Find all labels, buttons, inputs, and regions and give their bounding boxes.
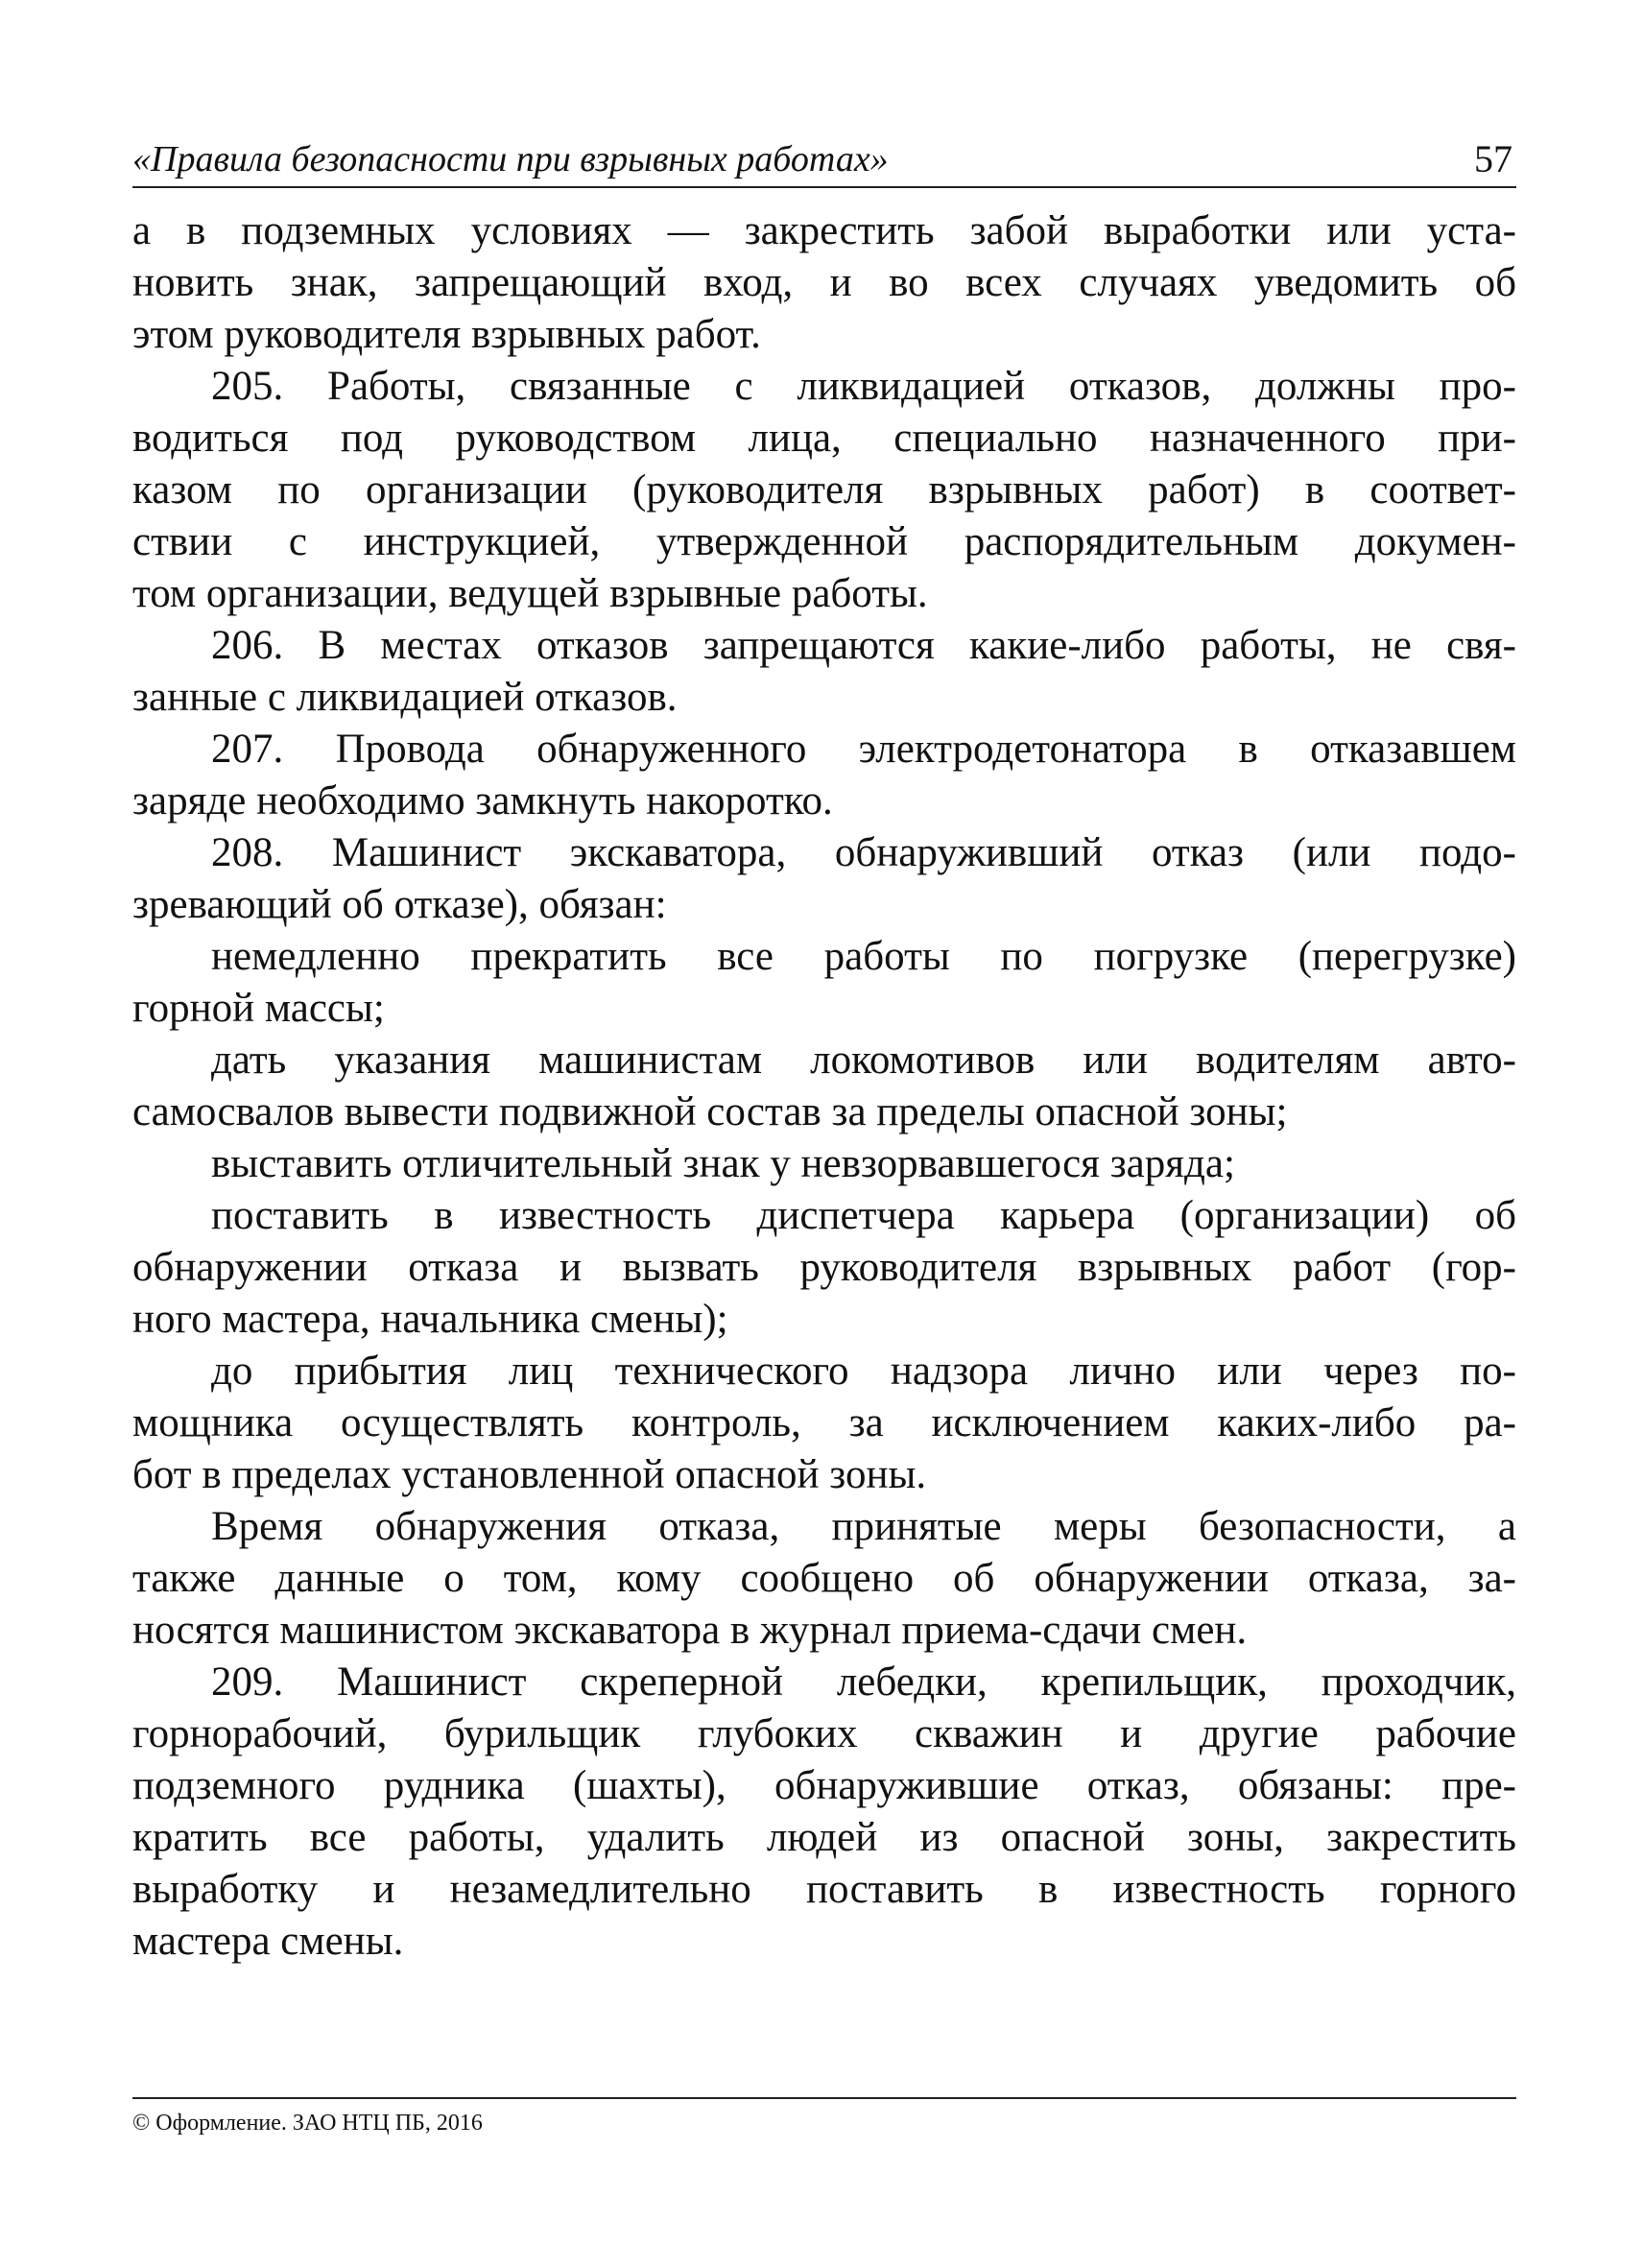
text-line: выработку и незамедлительно поставить в известность горного xyxy=(132,1867,1516,1912)
text-line: подземного рудника (шахты), обнаружившие отказ, обязаны: пре- xyxy=(132,1763,1516,1808)
text-line: 209. Машинист скреперной лебедки, крепильщик, проходчик, xyxy=(211,1659,1516,1705)
text-line: Время обнаружения отказа, принятые меры безопасности, а xyxy=(211,1504,1516,1549)
text-line: обнаружении отказа и вызвать руководителя взрывных работ (гор- xyxy=(132,1245,1516,1290)
text-line: выставить отличительный знак у невзорвавшегося заряда; xyxy=(211,1141,1235,1186)
text-line: до прибытия лиц технического надзора лично или через по- xyxy=(211,1349,1516,1394)
document-title: «Правила безопасности при взрывных работах» xyxy=(132,139,889,179)
body-text xyxy=(132,205,1516,1968)
text-line: казом по организации (руководителя взрывных работ) в соответ- xyxy=(132,467,1516,513)
text-line: мастера смены. xyxy=(132,1919,404,1964)
text-line: немедленно прекратить все работы по погрузке (перегрузке) xyxy=(211,934,1516,979)
text-line: поставить в известность диспетчера карьера (организации) об xyxy=(211,1193,1516,1238)
text-line: самосвалов вывести подвижной состав за пределы опасной зоны; xyxy=(132,1089,1288,1134)
text-line: горной массы; xyxy=(132,986,385,1031)
text-line: том организации, ведущей взрывные работы. xyxy=(132,571,928,616)
text-line: заряде необходимо замкнуть накоротко. xyxy=(132,778,833,824)
text-line: горнорабочий, бурильщик глубоких скважин и другие рабочие xyxy=(132,1711,1516,1756)
text-line: занные с ликвидацией отказов. xyxy=(132,675,678,720)
text-line: 205. Работы, связанные с ликвидацией отказов, должны про- xyxy=(211,364,1516,409)
text-line: также данные о том, кому сообщено об обнаружении отказа, за- xyxy=(132,1556,1516,1601)
text-line: мощника осуществлять контроль, за исключением каких-либо ра- xyxy=(132,1400,1516,1445)
text-line: ствии с инструкцией, утвержденной распорядительным докумен- xyxy=(132,519,1516,564)
text-line: дать указания машинистам локомотивов или водителям авто- xyxy=(211,1038,1516,1083)
text-line: кратить все работы, удалить людей из опасной зоны, закрестить xyxy=(132,1815,1516,1860)
text-line: бот в пределах установленной опасной зоны. xyxy=(132,1452,927,1497)
text-line: этом руководителя взрывных работ. xyxy=(132,312,761,357)
text-line: зревающий об отказе), обязан: xyxy=(132,882,667,927)
text-line: 207. Провода обнаруженного электродетонатора в отказавшем xyxy=(211,727,1516,772)
text-line: носятся машинистом экскаватора в журнал приема-сдачи смен. xyxy=(132,1608,1248,1653)
page-number: 57 xyxy=(1474,137,1512,180)
text-line: водиться под руководством лица, специально назначенного при- xyxy=(132,416,1516,461)
text-line: а в подземных условиях — закрестить забой выработки или уста- xyxy=(132,208,1516,253)
text-line: 208. Машинист экскаватора, обнаруживший отказ (или подо- xyxy=(211,830,1516,875)
text-line: новить знак, запрещающий вход, и во всех случаях уведомить об xyxy=(132,260,1516,305)
running-footer xyxy=(132,2097,1516,2137)
copyright-notice: © Оформление. ЗАО НТЦ ПБ, 2016 xyxy=(132,2111,483,2136)
text-line: ного мастера, начальника смены); xyxy=(132,1297,728,1342)
running-header xyxy=(132,132,1516,188)
text-line: 206. В местах отказов запрещаются какие-либо работы, не свя- xyxy=(211,623,1516,668)
